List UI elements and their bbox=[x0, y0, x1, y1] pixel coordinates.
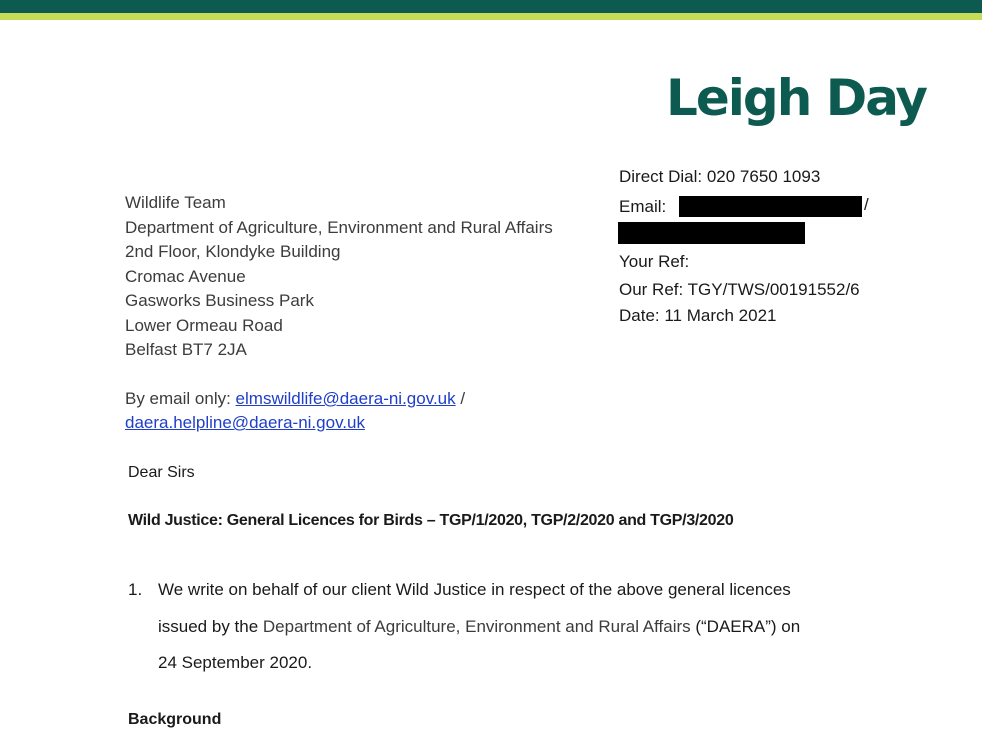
address-line: Wildlife Team bbox=[125, 193, 226, 212]
address-line: Gasworks Business Park bbox=[125, 291, 314, 310]
redacted-email-1 bbox=[679, 196, 862, 217]
address-line: Lower Ormeau Road bbox=[125, 315, 283, 335]
address-line: 2nd Floor, Klondyke Building bbox=[125, 242, 341, 261]
delivery-line bbox=[125, 387, 465, 411]
para-prefix: issued by the bbox=[158, 617, 263, 636]
address-line: Cromac Avenue bbox=[125, 266, 246, 286]
address-line: Belfast BT7 2JA bbox=[125, 340, 247, 359]
your-ref: Your Ref: bbox=[619, 252, 690, 271]
para-suffix: (“DAERA”) on bbox=[690, 617, 801, 636]
email-link-elmswildlife[interactable]: elmswildlife@daera-ni.gov.uk bbox=[235, 389, 456, 408]
paragraph-1-line-1: We write on behalf of our client Wild Justice in respect of the above general licences bbox=[158, 580, 791, 599]
letter-date: Date: 11 March 2021 bbox=[619, 306, 777, 325]
our-ref: Our Ref: TGY/TWS/00191552/6 bbox=[619, 280, 860, 299]
paragraph-1-line-3: 24 September 2020. bbox=[158, 653, 313, 672]
section-heading-background: Background bbox=[128, 711, 222, 728]
department-name: Department of Agriculture, Environment and Rural Affairs bbox=[262, 617, 691, 636]
header-band bbox=[0, 0, 982, 13]
email-separator: / bbox=[864, 195, 869, 214]
recipient-address bbox=[125, 191, 553, 363]
address-line: Department of Agriculture, Environment and Rural Affairs bbox=[125, 217, 553, 237]
paragraph-number: 1. bbox=[128, 580, 143, 599]
redacted-email-2 bbox=[618, 222, 805, 244]
salutation: Dear Sirs bbox=[128, 464, 195, 481]
direct-dial: Direct Dial: 020 7650 1093 bbox=[619, 167, 821, 186]
header-accent-stripe bbox=[0, 13, 982, 20]
letter-subject: Wild Justice: General Licences for Birds – TGP/1/2020, TGP/2/2020 and TGP/3/2020 bbox=[128, 512, 734, 529]
delivery-prefix: By email only: bbox=[125, 389, 236, 408]
paragraph-1-line-2 bbox=[158, 615, 800, 639]
leigh-day-logo: Leigh Day bbox=[666, 69, 927, 127]
email-label: Email: bbox=[619, 197, 667, 216]
email-link-helpline[interactable]: daera.helpline@daera-ni.gov.uk bbox=[125, 413, 365, 432]
delivery-separator: / bbox=[455, 389, 466, 408]
delivery-line-2 bbox=[125, 411, 365, 435]
